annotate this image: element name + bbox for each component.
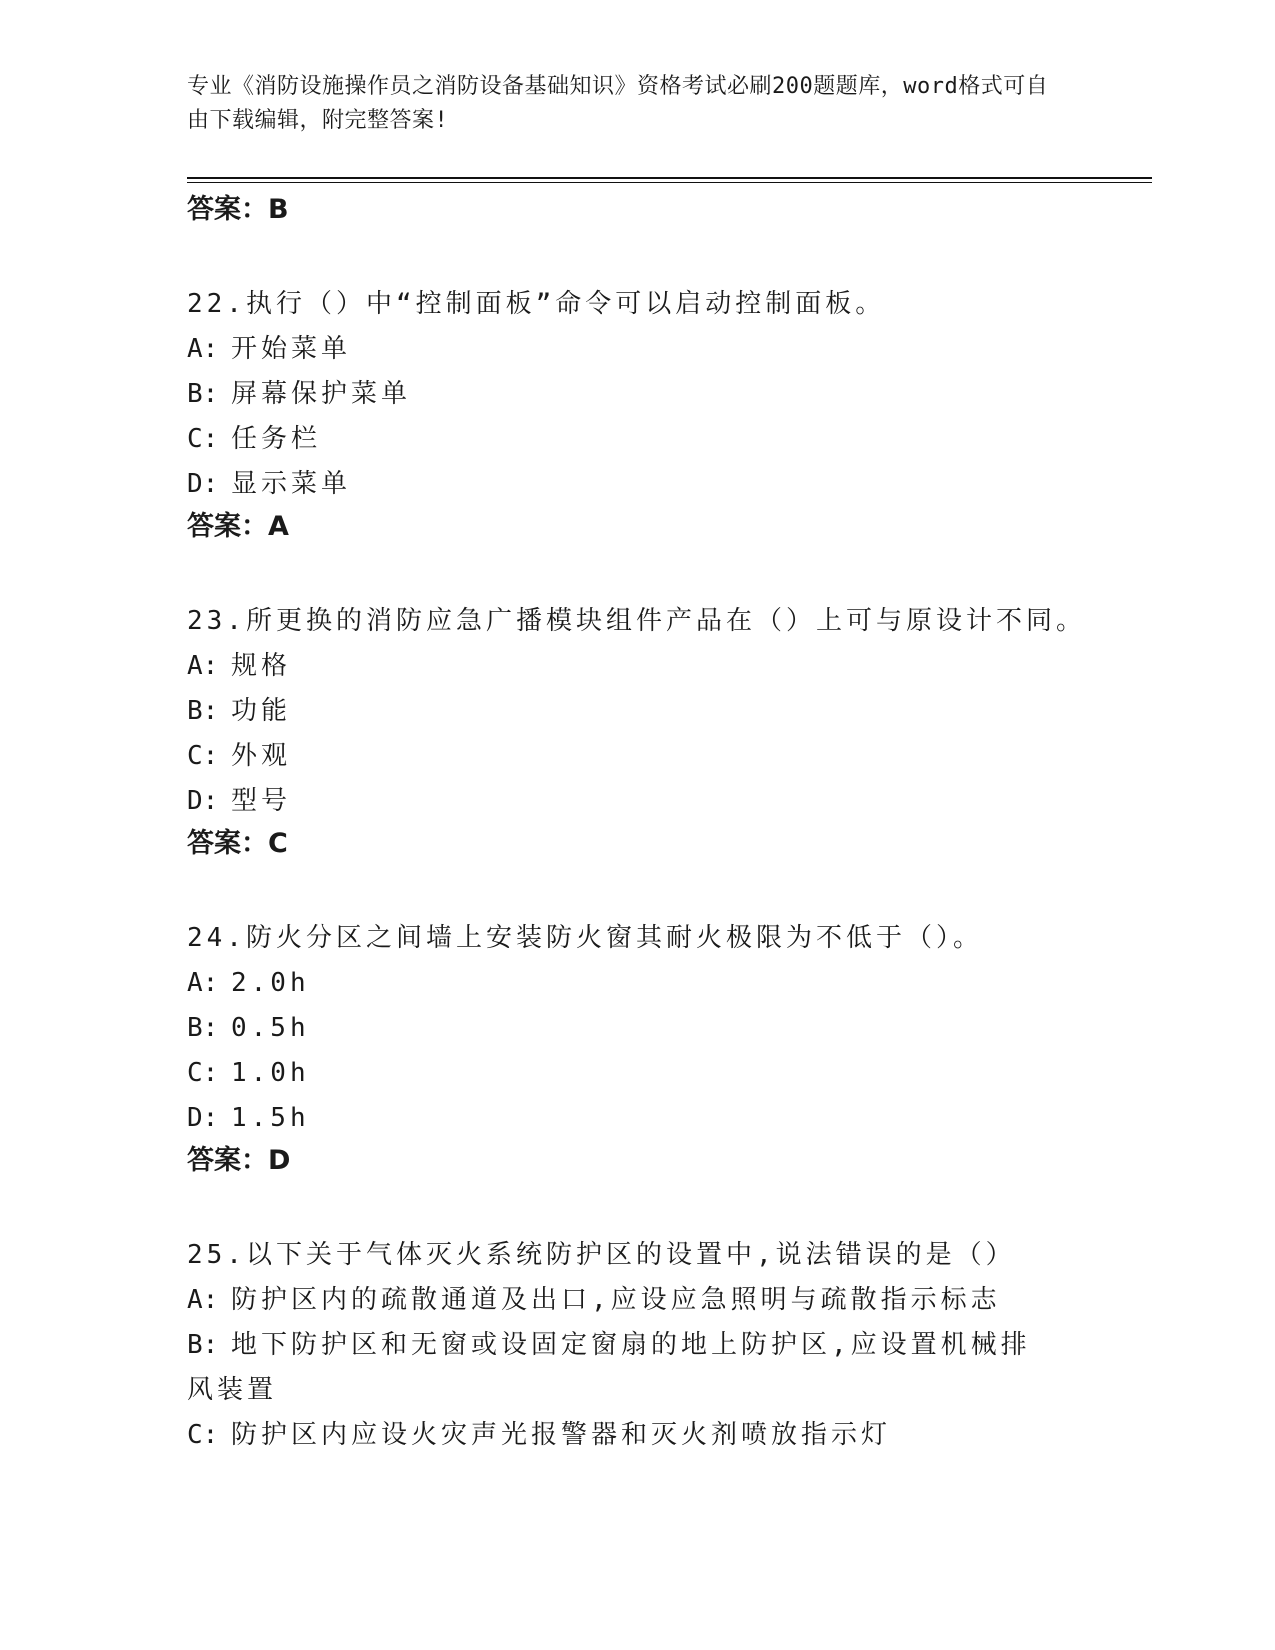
answer-label: 答案：	[187, 511, 268, 542]
spacer	[187, 547, 1087, 599]
option-text: 开始菜单	[231, 334, 352, 364]
option-letter: A:	[187, 1285, 219, 1315]
answer-label: 答案：	[187, 828, 268, 859]
option-a	[187, 961, 1087, 1006]
option-c	[187, 1413, 1087, 1458]
option-letter: D:	[187, 786, 219, 816]
spacer	[187, 864, 1087, 916]
option-b	[187, 1006, 1087, 1051]
option-letter: B:	[187, 696, 219, 726]
option-letter: B:	[187, 1013, 219, 1043]
option-text: 地下防护区和无窗或设固定窗扇的地上防护区,应设置机械排风装置	[187, 1330, 1031, 1405]
option-text: 规格	[231, 651, 292, 681]
option-b	[187, 1323, 1047, 1413]
answer-value: C	[268, 828, 288, 859]
option-letter: D:	[187, 1103, 219, 1133]
answer-line	[187, 824, 1087, 864]
option-d	[187, 462, 1087, 507]
answer-label: 答案：	[187, 194, 268, 225]
option-b	[187, 689, 1087, 734]
question-stem: 25.以下关于气体灭火系统防护区的设置中,说法错误的是（）	[187, 1240, 1016, 1270]
answer-value: A	[268, 511, 289, 542]
option-text: 防护区内应设火灾声光报警器和灭火剂喷放指示灯	[231, 1420, 892, 1450]
answer-label: 答案：	[187, 1145, 268, 1176]
option-letter: C:	[187, 1058, 219, 1088]
option-letter: C:	[187, 741, 219, 771]
option-letter: C:	[187, 1420, 219, 1450]
option-a	[187, 327, 1087, 372]
option-text: 功能	[231, 696, 292, 726]
question-content	[187, 190, 1087, 1458]
option-letter: C:	[187, 424, 219, 454]
option-text: 型号	[231, 786, 292, 816]
question-24	[187, 916, 1087, 1181]
spacer	[187, 230, 1087, 282]
answer-value: B	[268, 194, 289, 225]
answer-line	[187, 1141, 1087, 1181]
option-text: 任务栏	[231, 424, 322, 454]
option-text: 1.5h	[231, 1103, 310, 1133]
page-header: 专业《消防设施操作员之消防设备基础知识》资格考试必刷200题题库，word格式可自由下载编辑，附完整答案!	[187, 74, 1049, 133]
option-letter: B:	[187, 1330, 219, 1360]
spacer	[187, 1181, 1087, 1233]
question-25	[187, 1233, 1087, 1458]
option-letter: B:	[187, 379, 219, 409]
option-d	[187, 779, 1087, 824]
question-23	[187, 599, 1087, 864]
answer-value: D	[268, 1145, 291, 1176]
option-text: 显示菜单	[231, 469, 352, 499]
question-stem: 22.执行（）中“控制面板”命令可以启动控制面板。	[187, 289, 886, 319]
option-letter: A:	[187, 334, 219, 364]
option-b	[187, 372, 1087, 417]
header-divider-thin	[187, 182, 1152, 183]
option-text: 防护区内的疏散通道及出口,应设应急照明与疏散指示标志	[231, 1285, 1001, 1315]
option-c	[187, 734, 1087, 779]
header-divider-thick	[187, 177, 1152, 179]
option-text: 外观	[231, 741, 292, 771]
option-c	[187, 417, 1087, 462]
option-a	[187, 1278, 1087, 1323]
question-stem: 24.防火分区之间墙上安装防火窗其耐火极限为不低于（）。	[187, 923, 983, 953]
option-text: 1.0h	[231, 1058, 310, 1088]
option-letter: A:	[187, 968, 219, 998]
option-c	[187, 1051, 1087, 1096]
option-text: 2.0h	[231, 968, 310, 998]
option-text: 屏幕保护菜单	[231, 379, 412, 409]
option-text: 0.5h	[231, 1013, 310, 1043]
question-22	[187, 282, 1087, 547]
option-d	[187, 1096, 1087, 1141]
option-letter: D:	[187, 469, 219, 499]
option-letter: A:	[187, 651, 219, 681]
option-a	[187, 644, 1087, 689]
answer-line	[187, 507, 1087, 547]
question-stem: 23.所更换的消防应急广播模块组件产品在（）上可与原设计不同。	[187, 606, 1086, 636]
answer-line	[187, 190, 1087, 230]
